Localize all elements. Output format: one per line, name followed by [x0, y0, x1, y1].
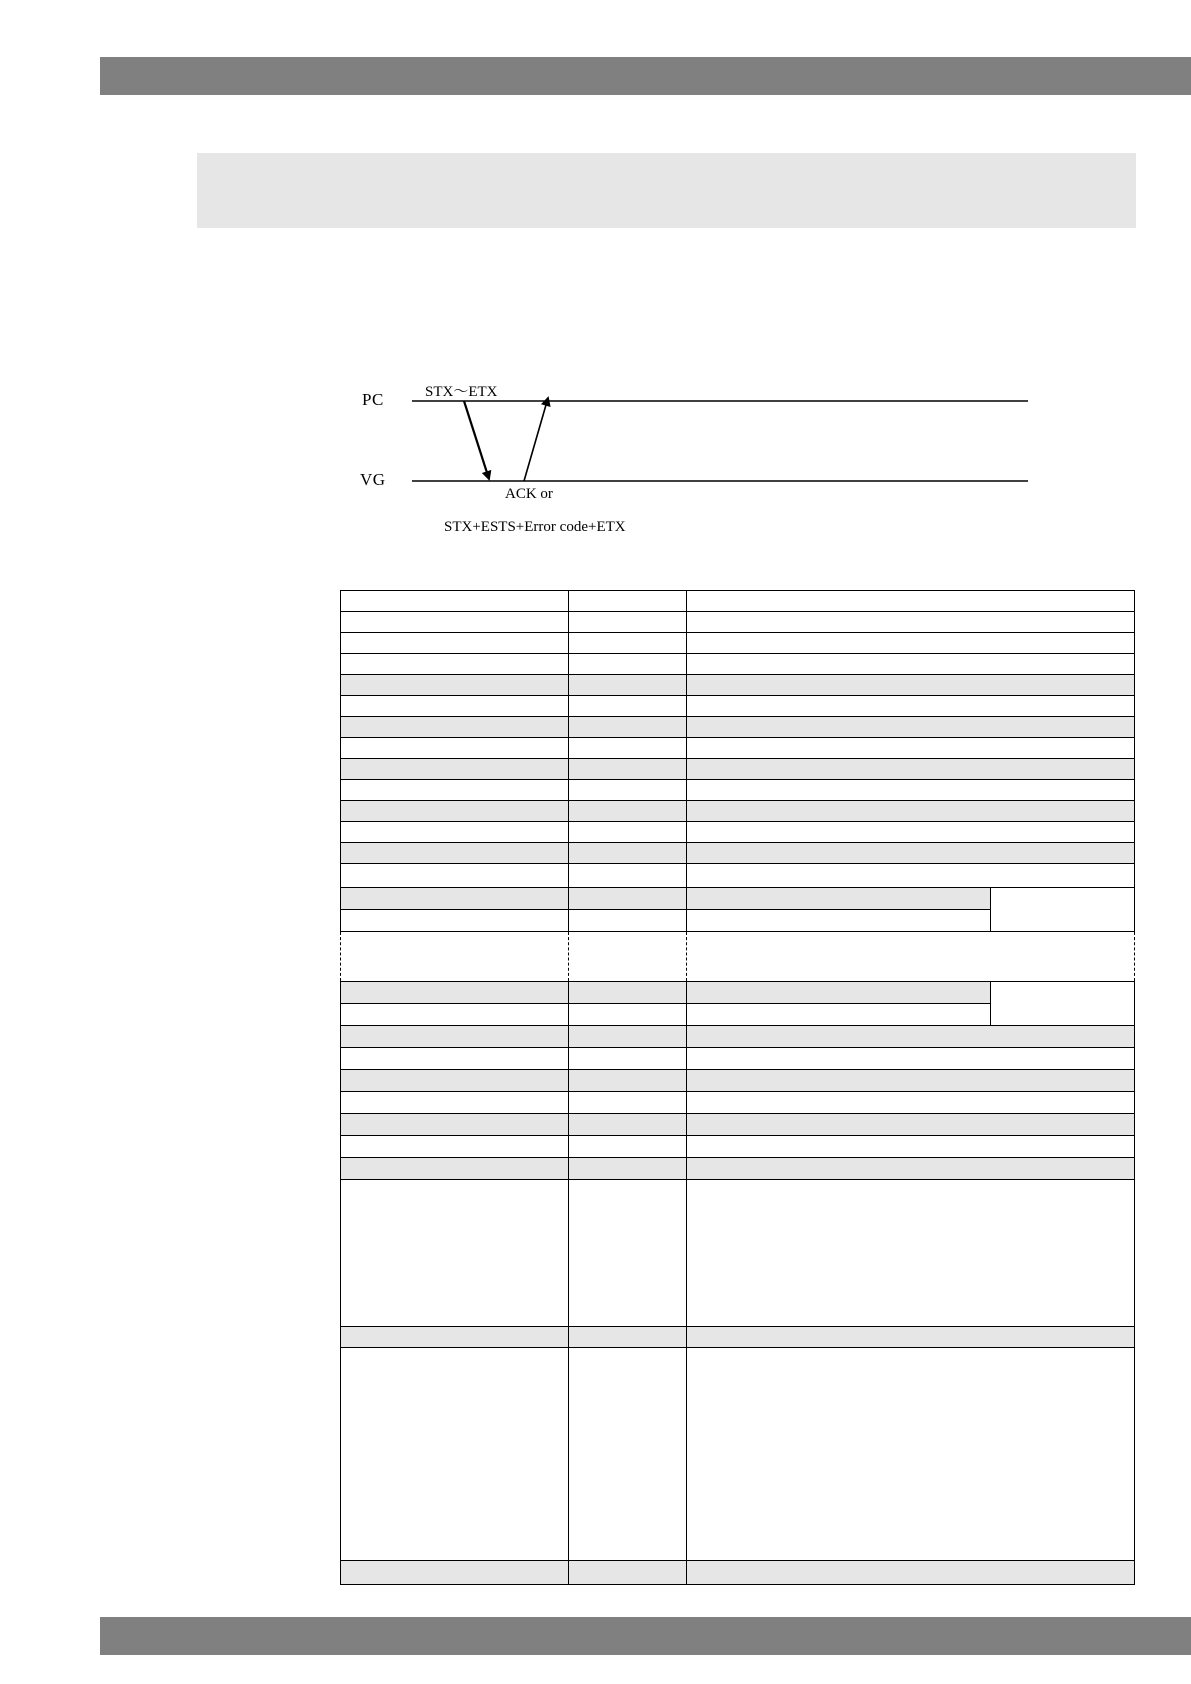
table-cell-description: [687, 910, 991, 932]
table-row: [341, 843, 1135, 864]
table-cell-description: [687, 801, 1135, 822]
table-row: [341, 1114, 1135, 1136]
table-cell-code: [569, 1070, 687, 1092]
table-cell-side-note: [991, 888, 1135, 932]
table-cell-name: [341, 1048, 569, 1070]
table-cell-description: [687, 843, 1135, 864]
table-cell-description: [687, 1348, 1135, 1561]
table-cell-code: [569, 1561, 687, 1585]
table-cell-description: [687, 1026, 1135, 1048]
table-cell-code: [569, 1158, 687, 1180]
table-cell-code: [569, 1092, 687, 1114]
table-cell-code: [569, 717, 687, 738]
table-cell-name: [341, 910, 569, 932]
send-label: STX～ETX: [425, 384, 498, 400]
table-cell-description: [687, 759, 1135, 780]
table-cell-name: [341, 932, 569, 982]
table-row: [341, 759, 1135, 780]
communication-diagram: [340, 370, 1040, 550]
table-cell-description: [687, 982, 991, 1004]
table-cell-code: [569, 1048, 687, 1070]
send-arrow: [464, 401, 489, 479]
table-cell-code: [569, 1026, 687, 1048]
table-cell-name: [341, 780, 569, 801]
table-cell-code: [569, 675, 687, 696]
spec-table-body: [341, 591, 1135, 1585]
table-cell-code: [569, 1136, 687, 1158]
table-cell-name: [341, 1158, 569, 1180]
table-row: [341, 633, 1135, 654]
table-cell-name: [341, 612, 569, 633]
table-cell-description: [687, 612, 1135, 633]
table-row: [341, 1327, 1135, 1348]
table-cell-code: [569, 612, 687, 633]
table-row: [341, 1348, 1135, 1561]
table-cell-description: [687, 717, 1135, 738]
table-cell-description: [687, 1048, 1135, 1070]
table-cell-description: [687, 780, 1135, 801]
table-row: [341, 1561, 1135, 1585]
table-cell-code: [569, 654, 687, 675]
table-cell-code: [569, 982, 687, 1004]
table-cell-description: [687, 1180, 1135, 1327]
table-row: [341, 1026, 1135, 1048]
reply-label-line2: STX+ESTS+Error code+ETX: [444, 519, 626, 535]
table-cell-name: [341, 982, 569, 1004]
table-cell-name: [341, 717, 569, 738]
table-cell-name: [341, 888, 569, 910]
table-row: [341, 696, 1135, 717]
table-cell-description: [687, 1158, 1135, 1180]
table-cell-name: [341, 1026, 569, 1048]
table-cell-description: [687, 1114, 1135, 1136]
vg-label: VG: [360, 470, 386, 489]
table-cell-code: [569, 696, 687, 717]
table-cell-side-note: [991, 982, 1135, 1026]
table-cell-code: [569, 822, 687, 843]
table-cell-name: [341, 1180, 569, 1327]
table-cell-name: [341, 591, 569, 612]
table-cell-name: [341, 843, 569, 864]
table-cell-name: [341, 1136, 569, 1158]
table-cell-description: [687, 654, 1135, 675]
table-cell-code: [569, 1004, 687, 1026]
spec-table: [340, 590, 1135, 1585]
table-cell-name: [341, 759, 569, 780]
pc-label: PC: [362, 390, 384, 409]
table-cell-code: [569, 843, 687, 864]
table-cell-description: [687, 1561, 1135, 1585]
table-cell-name: [341, 696, 569, 717]
table-cell-description: [687, 822, 1135, 843]
table-cell-description: [687, 932, 1135, 982]
table-cell-description: [687, 675, 1135, 696]
table-row: [341, 738, 1135, 759]
reply-arrow: [524, 398, 548, 481]
table-row: [341, 822, 1135, 843]
table-cell-name: [341, 1004, 569, 1026]
table-cell-code: [569, 932, 687, 982]
table-cell-name: [341, 1327, 569, 1348]
table-row: [341, 888, 1135, 910]
table-row: [341, 1136, 1135, 1158]
table-row: [341, 932, 1135, 982]
table-row: [341, 1092, 1135, 1114]
table-cell-description: [687, 864, 1135, 888]
table-cell-name: [341, 1114, 569, 1136]
table-row: [341, 675, 1135, 696]
table-row: [341, 864, 1135, 888]
table-row: [341, 1048, 1135, 1070]
table-cell-name: [341, 801, 569, 822]
table-cell-description: [687, 696, 1135, 717]
footer-bar: [100, 1617, 1191, 1655]
table-cell-name: [341, 675, 569, 696]
table-cell-code: [569, 864, 687, 888]
table-cell-code: [569, 1327, 687, 1348]
reply-label-line1: ACK or: [505, 486, 553, 502]
table-cell-description: [687, 1070, 1135, 1092]
table-cell-code: [569, 738, 687, 759]
table-cell-code: [569, 1114, 687, 1136]
header-bar: [100, 57, 1191, 95]
table-cell-code: [569, 591, 687, 612]
table-cell-description: [687, 633, 1135, 654]
table-row: [341, 801, 1135, 822]
table-cell-name: [341, 633, 569, 654]
table-cell-name: [341, 654, 569, 675]
table-cell-description: [687, 1092, 1135, 1114]
table-cell-description: [687, 591, 1135, 612]
table-cell-name: [341, 1348, 569, 1561]
table-row: [341, 654, 1135, 675]
table-cell-code: [569, 759, 687, 780]
table-cell-code: [569, 1180, 687, 1327]
table-cell-description: [687, 1327, 1135, 1348]
table-cell-name: [341, 1070, 569, 1092]
table-cell-description: [687, 1136, 1135, 1158]
table-cell-name: [341, 822, 569, 843]
table-cell-description: [687, 1004, 991, 1026]
table-row: [341, 717, 1135, 738]
table-cell-code: [569, 888, 687, 910]
table-row: [341, 1180, 1135, 1327]
table-row: [341, 1158, 1135, 1180]
table-row: [341, 591, 1135, 612]
table-cell-code: [569, 780, 687, 801]
table-cell-code: [569, 910, 687, 932]
section-heading-box: [197, 153, 1136, 228]
table-row: [341, 1070, 1135, 1092]
table-cell-code: [569, 1348, 687, 1561]
table-cell-name: [341, 738, 569, 759]
table-cell-name: [341, 1092, 569, 1114]
table-row: [341, 780, 1135, 801]
table-cell-code: [569, 633, 687, 654]
table-cell-description: [687, 888, 991, 910]
table-cell-code: [569, 801, 687, 822]
table-cell-name: [341, 864, 569, 888]
table-row: [341, 612, 1135, 633]
table-cell-description: [687, 738, 1135, 759]
table-cell-name: [341, 1561, 569, 1585]
table-row: [341, 982, 1135, 1004]
